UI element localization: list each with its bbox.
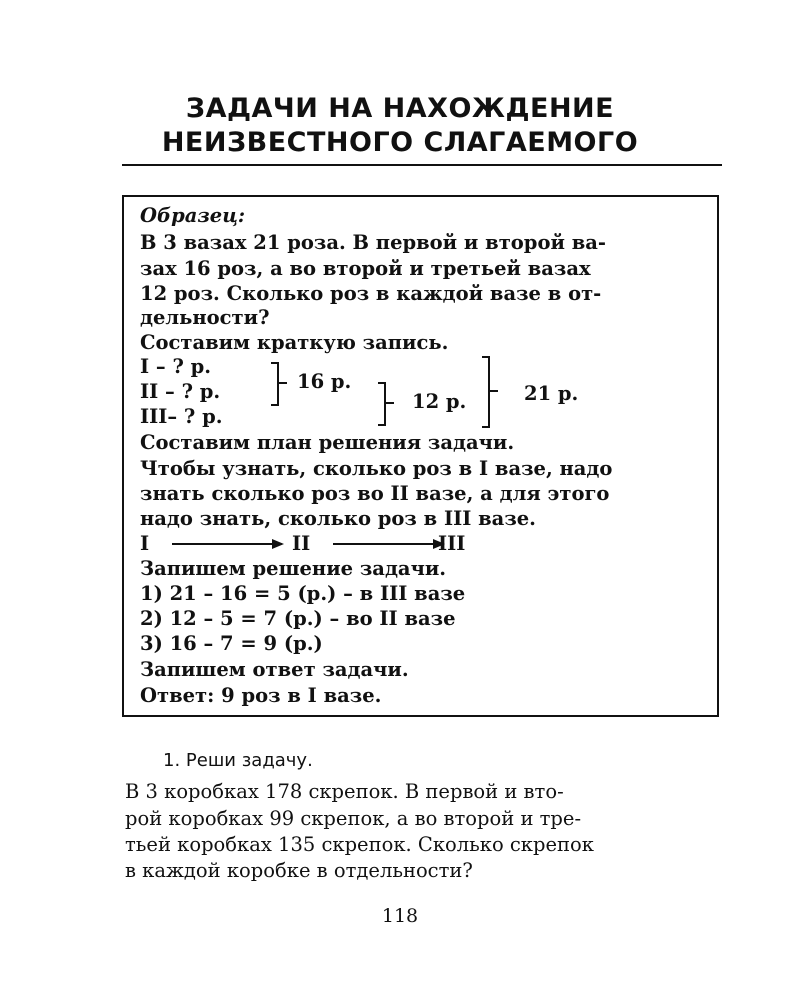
page-number: 118 <box>381 905 419 927</box>
page-title <box>0 92 800 160</box>
problem-line-3: 12 роз. Сколько роз в каждой вазе в от- <box>140 282 602 305</box>
exercise-line-4: в каждой коробке в отдельности? <box>125 859 473 882</box>
plan-line-1: Чтобы узнать, сколько роз в I вазе, надо <box>140 457 613 480</box>
bracket-all <box>482 356 490 428</box>
sample-label: Образец: <box>140 204 246 227</box>
plan-line-3: надо знать, сколько роз в III вазе. <box>140 507 536 530</box>
arrow-right-icon <box>172 543 282 545</box>
plan-line-2: знать сколько роз во II вазе, а для этого <box>140 482 610 505</box>
answer-text: Ответ: 9 роз в I вазе. <box>140 684 382 707</box>
exercise-label: 1. Реши задачу. <box>163 750 313 771</box>
answer-heading: Запишем ответ задачи. <box>140 658 409 681</box>
short-record-heading: Составим краткую запись. <box>140 331 449 354</box>
bracket-last-two-tick <box>386 402 394 404</box>
sum-last-two: 12 р. <box>412 390 467 413</box>
title-line-1: ЗАДАЧИ НА НАХОЖДЕНИЕ <box>185 93 615 124</box>
exercise-line-1: В 3 коробках 178 скрепок. В первой и вто- <box>125 780 564 803</box>
sum-first-two: 16 р. <box>297 370 352 393</box>
title-line-2: НЕИЗВЕСТНОГО СЛАГАЕМОГО <box>161 127 639 158</box>
plan-step-2: II <box>292 532 311 555</box>
record-row-2: II – ? р. <box>140 380 221 403</box>
solution-step-3: 3) 16 – 7 = 9 (р.) <box>140 632 323 655</box>
short-record-scheme <box>140 352 700 432</box>
bracket-last-two <box>378 382 386 426</box>
plan-step-1: I <box>140 532 150 555</box>
problem-line-2: зах 16 роз, а во второй и третьей вазах <box>140 257 591 280</box>
arrow-right-icon <box>333 543 443 545</box>
solution-step-1: 1) 21 – 16 = 5 (р.) – в III вазе <box>140 582 466 605</box>
plan-step-3: III <box>438 532 466 555</box>
exercise-line-3: тьей коробках 135 скрепок. Сколько скрепок <box>125 833 594 856</box>
problem-line-4: дельности? <box>140 306 270 329</box>
solution-step-2: 2) 12 – 5 = 7 (р.) – во II вазе <box>140 607 456 630</box>
sum-all: 21 р. <box>524 382 579 405</box>
title-underline <box>122 164 722 166</box>
plan-heading: Составим план решения задачи. <box>140 431 515 454</box>
solution-heading: Запишем решение задачи. <box>140 557 447 580</box>
bracket-first-two <box>271 362 279 406</box>
record-row-3: III– ? р. <box>140 405 223 428</box>
bracket-first-two-tick <box>279 382 287 384</box>
problem-line-1: В 3 вазах 21 роза. В первой и второй ва- <box>140 231 606 254</box>
plan-diagram <box>140 530 500 558</box>
exercise-line-2: рой коробках 99 скрепок, а во второй и тре- <box>125 807 582 830</box>
bracket-all-tick <box>490 390 498 392</box>
record-row-1: I – ? р. <box>140 355 212 378</box>
